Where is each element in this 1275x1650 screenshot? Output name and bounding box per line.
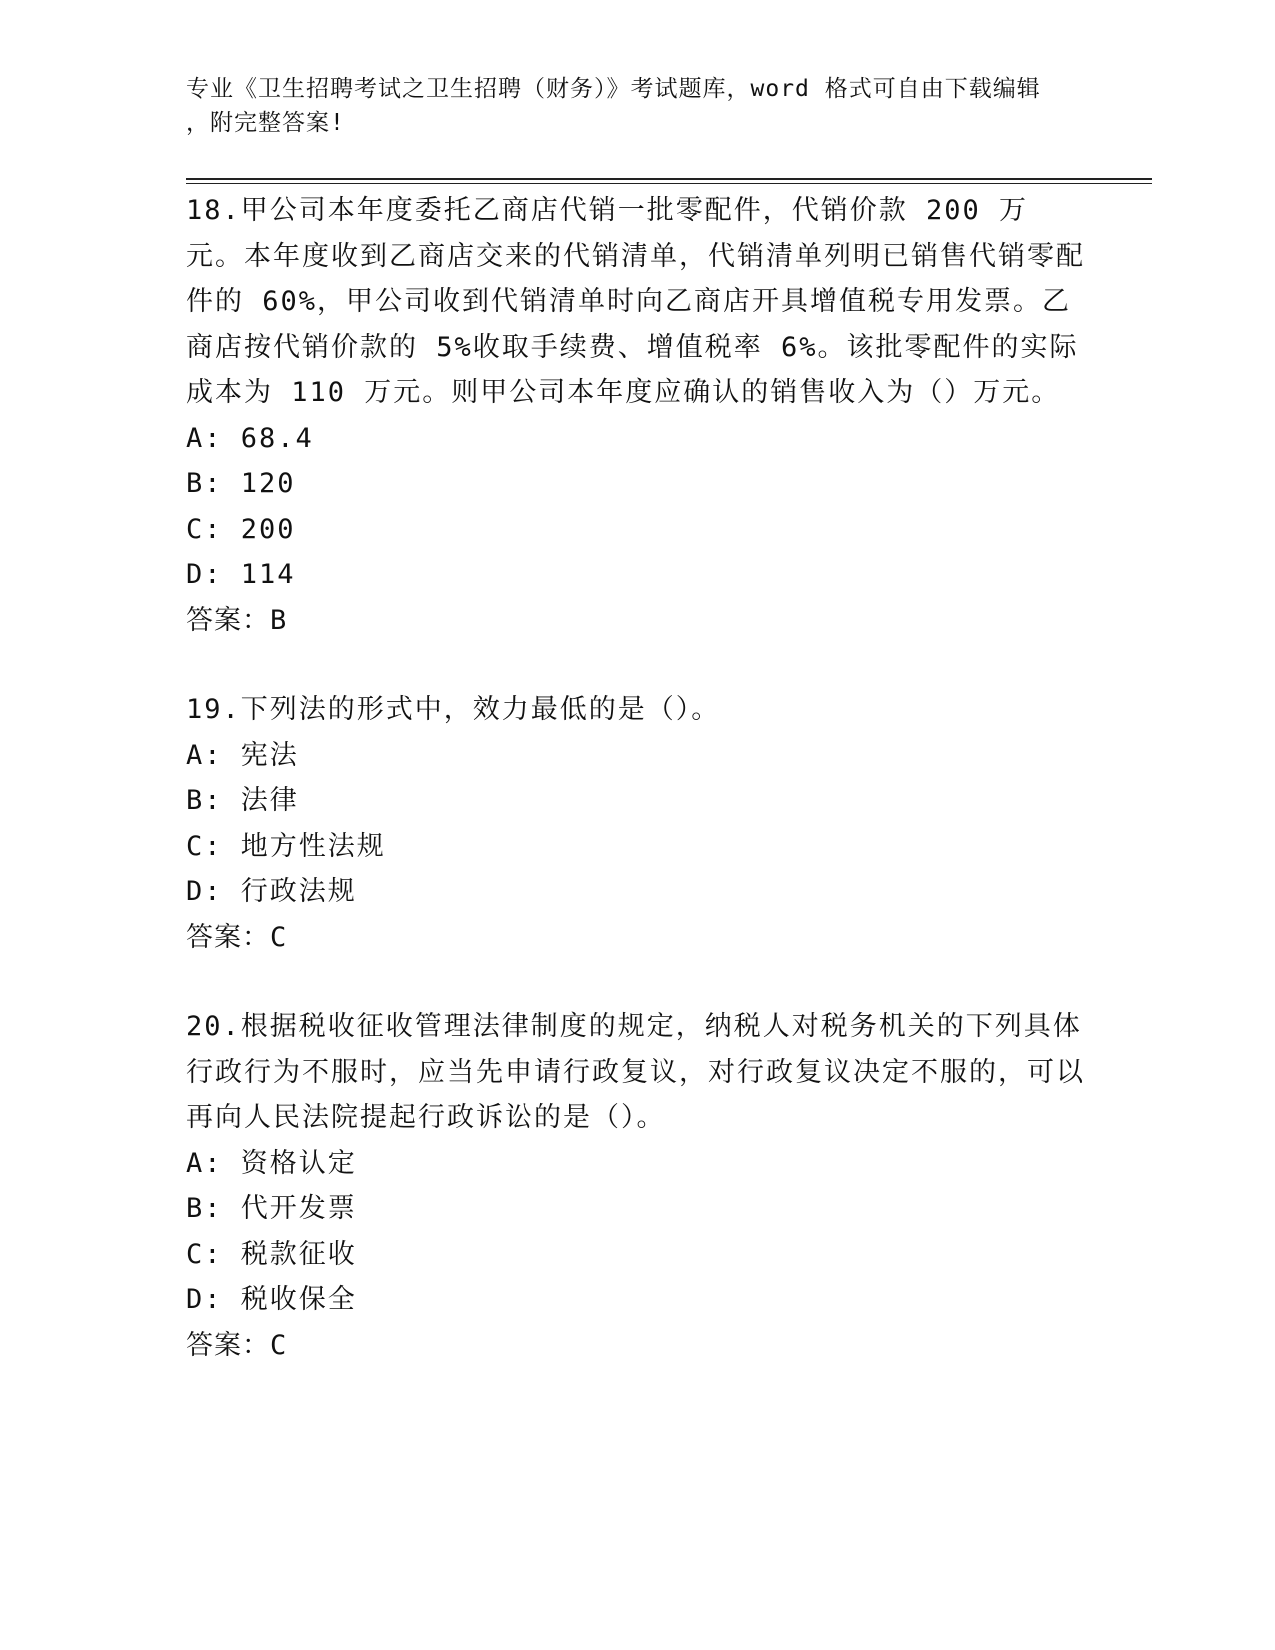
option-c: C: 200 <box>186 513 296 545</box>
option-c: C: 税款征收 <box>186 1238 357 1270</box>
option-b: B: 法律 <box>186 785 299 816</box>
answer-value: C <box>270 1329 288 1361</box>
question-text: 20.根据税收征收管理法律制度的规定，纳税人对税务机关的下列具体行政行为不服时，应当先申请行政复议，对行政复议决定不服的，可以再向人民法院提起行政诉讼的是（）。 <box>186 1011 1085 1133</box>
answer-value: C <box>270 921 288 953</box>
option-b: B: 代开发票 <box>186 1193 357 1224</box>
answer-line <box>186 915 1086 961</box>
answer-label: 答案： <box>186 1329 270 1361</box>
option-d: D: 行政法规 <box>186 876 357 907</box>
question-list <box>186 188 1086 1412</box>
question-text: 18.甲公司本年度委托乙商店代销一批零配件，代销价款 200 万元。本年度收到乙商店交来的代销清单，代销清单列明已销售代销零配件的 60%，甲公司收到代销清单时向乙商店开具增值税专用发票。乙商店按代销价款的 5%收取手续费、增值税率 6%。该批零配件的实际成本为 110 万元。则甲公司本年度应确认的销售收入为（）万元。 <box>186 195 1085 408</box>
header-divider-thick <box>186 178 1152 180</box>
header-divider-thin <box>186 183 1152 184</box>
option-b: B: 120 <box>186 468 296 499</box>
document-header <box>186 72 1066 140</box>
option-c: C: 地方性法规 <box>186 830 386 862</box>
option-d: D: 税收保全 <box>186 1284 357 1315</box>
option-a: A: 68.4 <box>186 422 314 454</box>
question-19 <box>186 687 1086 960</box>
question-18 <box>186 188 1086 643</box>
question-20 <box>186 1004 1086 1368</box>
option-a: A: 资格认定 <box>186 1147 357 1179</box>
answer-label: 答案： <box>186 921 270 953</box>
question-text: 19.下列法的形式中，效力最低的是（）。 <box>186 694 721 725</box>
header-line-1: 专业《卫生招聘考试之卫生招聘（财务）》考试题库，word 格式可自由下载编辑 <box>186 76 1041 102</box>
option-d: D: 114 <box>186 559 296 590</box>
answer-line <box>186 1323 1086 1369</box>
answer-line <box>186 598 1086 644</box>
header-line-2: ，附完整答案! <box>186 110 345 136</box>
option-a: A: 宪法 <box>186 739 299 771</box>
answer-value: B <box>270 604 288 636</box>
answer-label: 答案： <box>186 604 270 636</box>
